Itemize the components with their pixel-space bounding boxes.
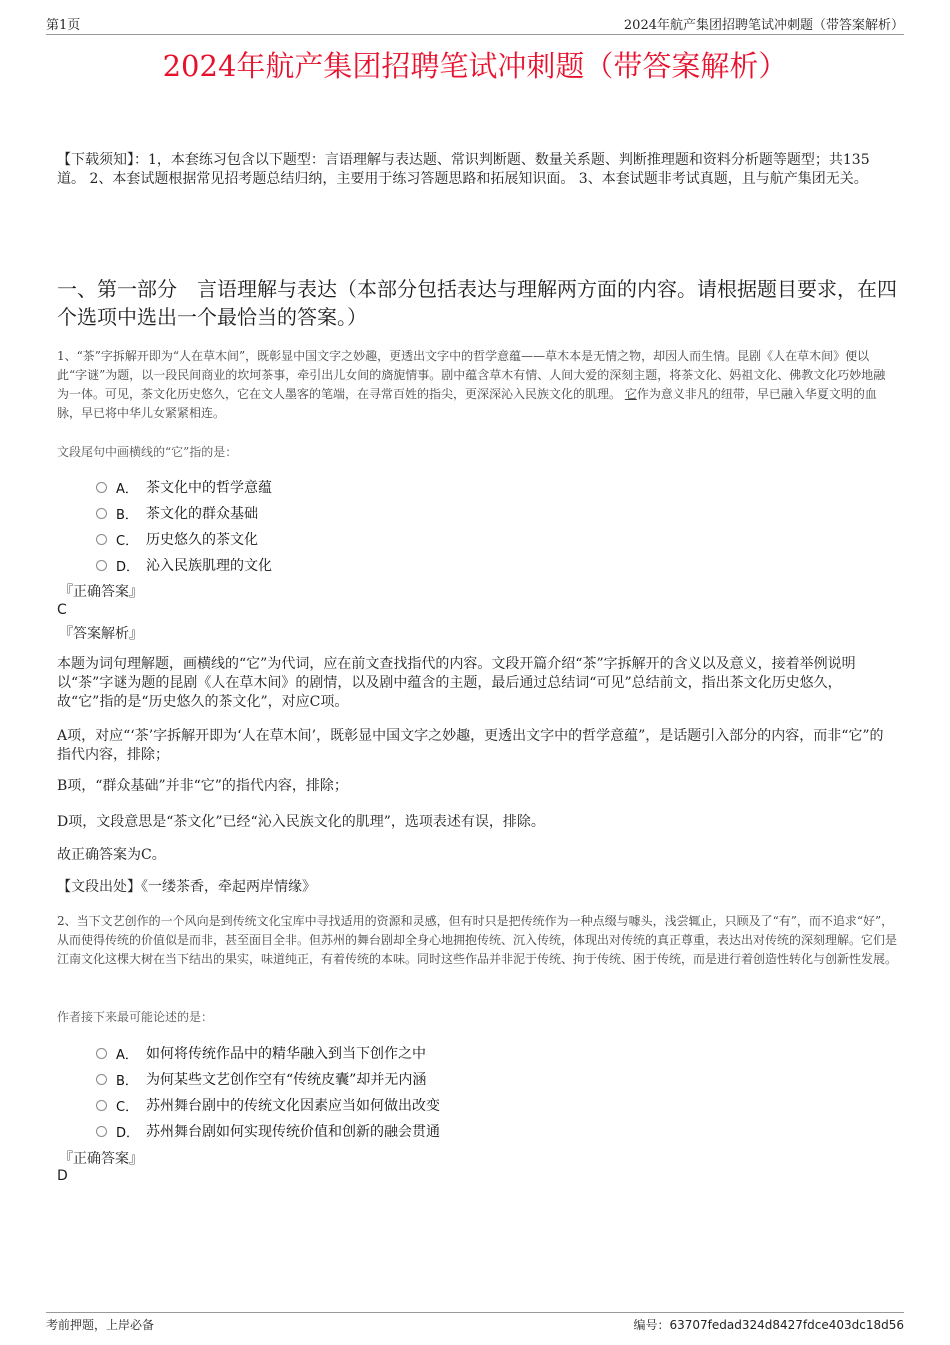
- page-number: 第1页: [46, 18, 81, 33]
- radio-icon[interactable]: [96, 560, 107, 571]
- option-text: 如何将传统作品中的精华融入到当下创作之中: [146, 1046, 426, 1062]
- answer-value: D: [57, 1168, 68, 1184]
- question-2-option-a[interactable]: [96, 1043, 426, 1063]
- question-1-stem-tail: 作为意义非凡的纽带，早已融入华夏文明的血脉，早已将中华儿女紧紧相连。: [57, 387, 877, 420]
- answer-label: 『正确答案』: [59, 1151, 143, 1167]
- question-1-stem: [57, 347, 897, 423]
- radio-icon[interactable]: [96, 482, 107, 493]
- question-1-option-a[interactable]: [96, 477, 272, 497]
- underlined-word: 它: [624, 387, 637, 401]
- answer-label: 『正确答案』: [59, 584, 143, 600]
- option-text: 历史悠久的茶文化: [146, 532, 258, 548]
- page-header: [46, 14, 904, 35]
- option-text: 茶文化的群众基础: [146, 506, 258, 522]
- question-2-option-c[interactable]: [96, 1095, 440, 1115]
- question-2-ask: 作者接下来最可能论述的是：: [57, 1010, 214, 1024]
- analysis-paragraph: D项，文段意思是“茶文化”已经“沁入民族文化的肌理”，选项表述有误，排除。: [57, 814, 545, 830]
- code-label: 编号：: [633, 1318, 670, 1332]
- question-2-stem: 2、当下文艺创作的一个风向是到传统文化宝库中寻找适用的资源和灵感，但有时只是把传统作为一种点缀与噱头，浅尝辄止，只顾及了“有”，而不追求“好”，从而使得传统的价值似是而非，甚至面目全非。但苏州的舞台剧却全身心地拥抱传统、沉入传统，体现出对传统的真正尊重，表达出对传统的深刻理解。它们是江南文化这棵大树在当下结出的果实，味道纯正，有着传统的本味。同时这些作品并非泥于传统、拘于传统、困于传统，而是进行着创造性转化与创新性发展。: [57, 914, 898, 966]
- question-1-ask: 文段尾句中画横线的“它”指的是：: [57, 445, 238, 459]
- source-citation: 【文段出处】《一缕茶香，牵起两岸情缘》: [57, 879, 316, 895]
- option-key: B．: [116, 1073, 138, 1089]
- radio-icon[interactable]: [96, 508, 107, 519]
- question-2-option-b[interactable]: [96, 1069, 426, 1089]
- option-key: D．: [116, 1125, 140, 1141]
- question-2-option-d[interactable]: [96, 1121, 440, 1141]
- download-notice: 【下载须知】：1，本套练习包含以下题型：言语理解与表达题、常识判断题、数量关系题、判断推理题和资料分析题等题型；共135道。 2、本套试题根据常见招考题总结归纳，主要用于练习答题思路和拓展知识面。 3、本套试题非考试真题，且与航产集团无关。: [57, 152, 870, 187]
- question-1-option-b[interactable]: [96, 503, 258, 523]
- option-key: D．: [116, 559, 140, 575]
- analysis-paragraph: 本题为词句理解题，画横线的“它”为代词，应在前文查找指代的内容。文段开篇介绍“茶”字拆解开的含义以及意义，接着举例说明以“茶”字谜为题的昆剧《人在草木间》的剧情，以及剧中蕴含的主题，最后通过总结词“可见”总结前文，指出茶文化历史悠久，故“它”指的是“历史悠久的茶文化”，对应C项。: [57, 656, 856, 710]
- option-text: 苏州舞台剧如何实现传统价值和创新的融会贯通: [146, 1124, 440, 1140]
- option-key: A．: [116, 1047, 138, 1063]
- option-text: 沁入民族肌理的文化: [146, 558, 272, 574]
- section-heading: 一、第一部分 言语理解与表达（本部分包括表达与理解两方面的内容。请根据题目要求，在四个选项中选出一个最恰当的答案。）: [57, 277, 897, 329]
- option-key: B．: [116, 507, 138, 523]
- document-code: [633, 1316, 904, 1333]
- document-title: 2024年航产集团招聘笔试冲刺题（带答案解析）: [162, 49, 788, 83]
- radio-icon[interactable]: [96, 1126, 107, 1137]
- page-footer: [46, 1312, 904, 1333]
- analysis-paragraph: B项，“群众基础”并非“它”的指代内容，排除；: [57, 778, 348, 794]
- answer-value: C: [57, 602, 67, 618]
- radio-icon[interactable]: [96, 534, 107, 545]
- radio-icon[interactable]: [96, 1100, 107, 1111]
- question-1-stem-text: 1、“茶”字拆解开即为“人在草木间”，既彰显中国文字之妙趣，更透出文字中的哲学意蕴——草木本是无情之物，却因人而生情。昆剧《人在草木间》便以此“字谜”为题，以一段民间商业的坎坷茶事，牵引出儿女间的旖旎情事。剧中蕴含草木有情、人间大爱的深刻主题，将茶文化、妈祖文化、佛教文化巧妙地融为一体。可见，茶文化历史悠久，它在文人墨客的笔端，在寻常百姓的指尖，更深深沁入民族文化的肌理。: [57, 349, 886, 401]
- analysis-paragraph: 故正确答案为C。: [57, 847, 166, 863]
- option-key: A．: [116, 481, 138, 497]
- footer-slogan: 考前押题，上岸必备: [46, 1318, 155, 1332]
- question-1-option-c[interactable]: [96, 529, 258, 549]
- option-key: C．: [116, 1099, 139, 1115]
- option-text: 为何某些文艺创作空有“传统皮囊”却并无内涵: [146, 1072, 427, 1088]
- radio-icon[interactable]: [96, 1074, 107, 1085]
- code-value: 63707fedad324d8427fdce403dc18d56: [669, 1318, 904, 1332]
- radio-icon[interactable]: [96, 1048, 107, 1059]
- analysis-label: 『答案解析』: [59, 626, 143, 642]
- option-text: 茶文化中的哲学意蕴: [146, 480, 272, 496]
- analysis-paragraph: A项，对应“‘茶’字拆解开即为‘人在草木间’，既彰显中国文字之妙趣，更透出文字中的哲学意蕴”，是话题引入部分的内容，而非“它”的指代内容，排除；: [57, 728, 884, 763]
- header-doc-title: 2024年航产集团招聘笔试冲刺题（带答案解析）: [623, 18, 904, 33]
- option-key: C．: [116, 533, 139, 549]
- question-1-option-d[interactable]: [96, 555, 272, 575]
- option-text: 苏州舞台剧中的传统文化因素应当如何做出改变: [146, 1098, 440, 1114]
